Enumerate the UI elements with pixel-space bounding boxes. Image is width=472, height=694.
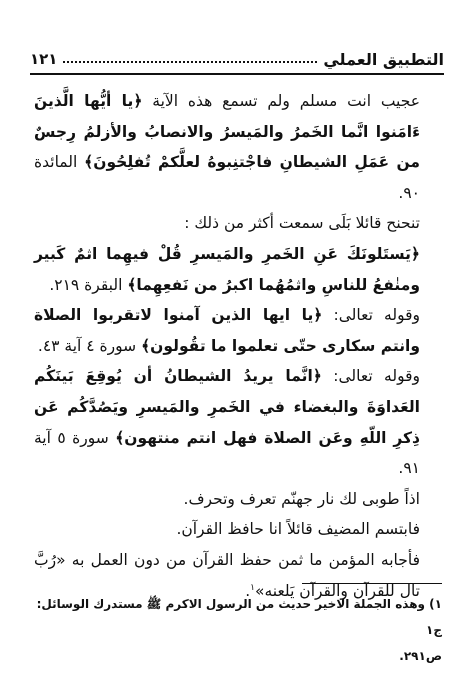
paragraph: [34, 86, 442, 208]
paragraph-lead: عجيب انت مسلم ولم تسمع هذه الآية: [152, 92, 420, 110]
paragraph-lead: وقوله تعالى:: [333, 367, 420, 386]
paragraph: [34, 361, 442, 483]
header-rule: [30, 73, 444, 75]
paragraph-lead: اذاً طوبى لك نار جهنّم تعرف وتحرف.: [183, 489, 420, 508]
quran-quote: ﴿انَّما يريدُ الشيطانُ أن يُوقِعَ بَينَكُم العَداوَةَ والبغضاء في الخَمرِ والمَيسرِ ويَصُدَّكُم عَن ذِكرِ اللّهِ وعَن الصلاة فهل انتم منتهون﴾: [34, 367, 420, 447]
paragraph-lead: تنحنح قائلا بَلَى سمعت أكثر من ذلك :: [184, 214, 420, 233]
verse-reference: سورة ٤ آية ٤٣.: [37, 336, 137, 355]
paragraph-lead: وقوله تعالى:: [333, 306, 420, 325]
paragraph-end: .: [245, 581, 251, 600]
page-number: ١٢١: [30, 50, 58, 68]
paragraph: [34, 239, 442, 300]
quran-quote: ﴿يا ايها الذين آمنوا لاتقربوا الصلاة وانتم سكارى حتّى تعلموا ما تقُولون﴾: [34, 306, 420, 355]
footnote-marker: ١: [250, 582, 255, 593]
main-text: [34, 86, 442, 606]
footnote: [30, 591, 442, 669]
verse-reference: البقرة ٢١٩.: [49, 275, 123, 294]
paragraph: [34, 300, 442, 361]
footnote-line: ص٢٩١.: [399, 649, 442, 663]
footnote-line: ١) وهذه الجملة الاخير حديث من الرسول الاكرم ﷺ مستدرك الوسائل: ج١: [36, 597, 442, 637]
header-leader-dots: [63, 61, 317, 63]
chapter-title: التطبيق العملي: [323, 49, 444, 69]
paragraph: [34, 484, 442, 515]
paragraph-lead: فأجابه المؤمن ما ثمن حفظ القرآن من دون العمل به «رُبَّ تال للقرآن والقرآن يَلعنه»: [34, 550, 420, 600]
quran-quote: ﴿يَستَلونَكَ عَنِ الخَمرِ والمَيسرِ قُلْ فيهِما اثمٌ كَبير ومنٰفعُ للناسِ واثمُهُما اكبرُ من نَفعِهِما﴾: [34, 244, 420, 294]
quran-quote: ﴿يا أيُّها الَّذينَ ءَامَنوا انَّما الخَمرُ والمَيسرُ والانصابُ والأزلمُ رِجسٌ من عَمَلِ الشيطانِ فاجْتنِبوهُ لعلَّكمْ تُفلِحُونَ﴾: [34, 92, 420, 172]
paragraph: [34, 208, 442, 239]
paragraph-lead: فابتسم المضيف قائلاً انا حافظ القرآن.: [176, 520, 420, 539]
verse-reference: المائدة ٩٠.: [34, 153, 420, 202]
footnote-rule: [302, 583, 442, 584]
verse-reference: سورة ٥ آية ٩١.: [34, 428, 420, 478]
running-header: [30, 46, 444, 72]
paragraph: [34, 514, 442, 545]
